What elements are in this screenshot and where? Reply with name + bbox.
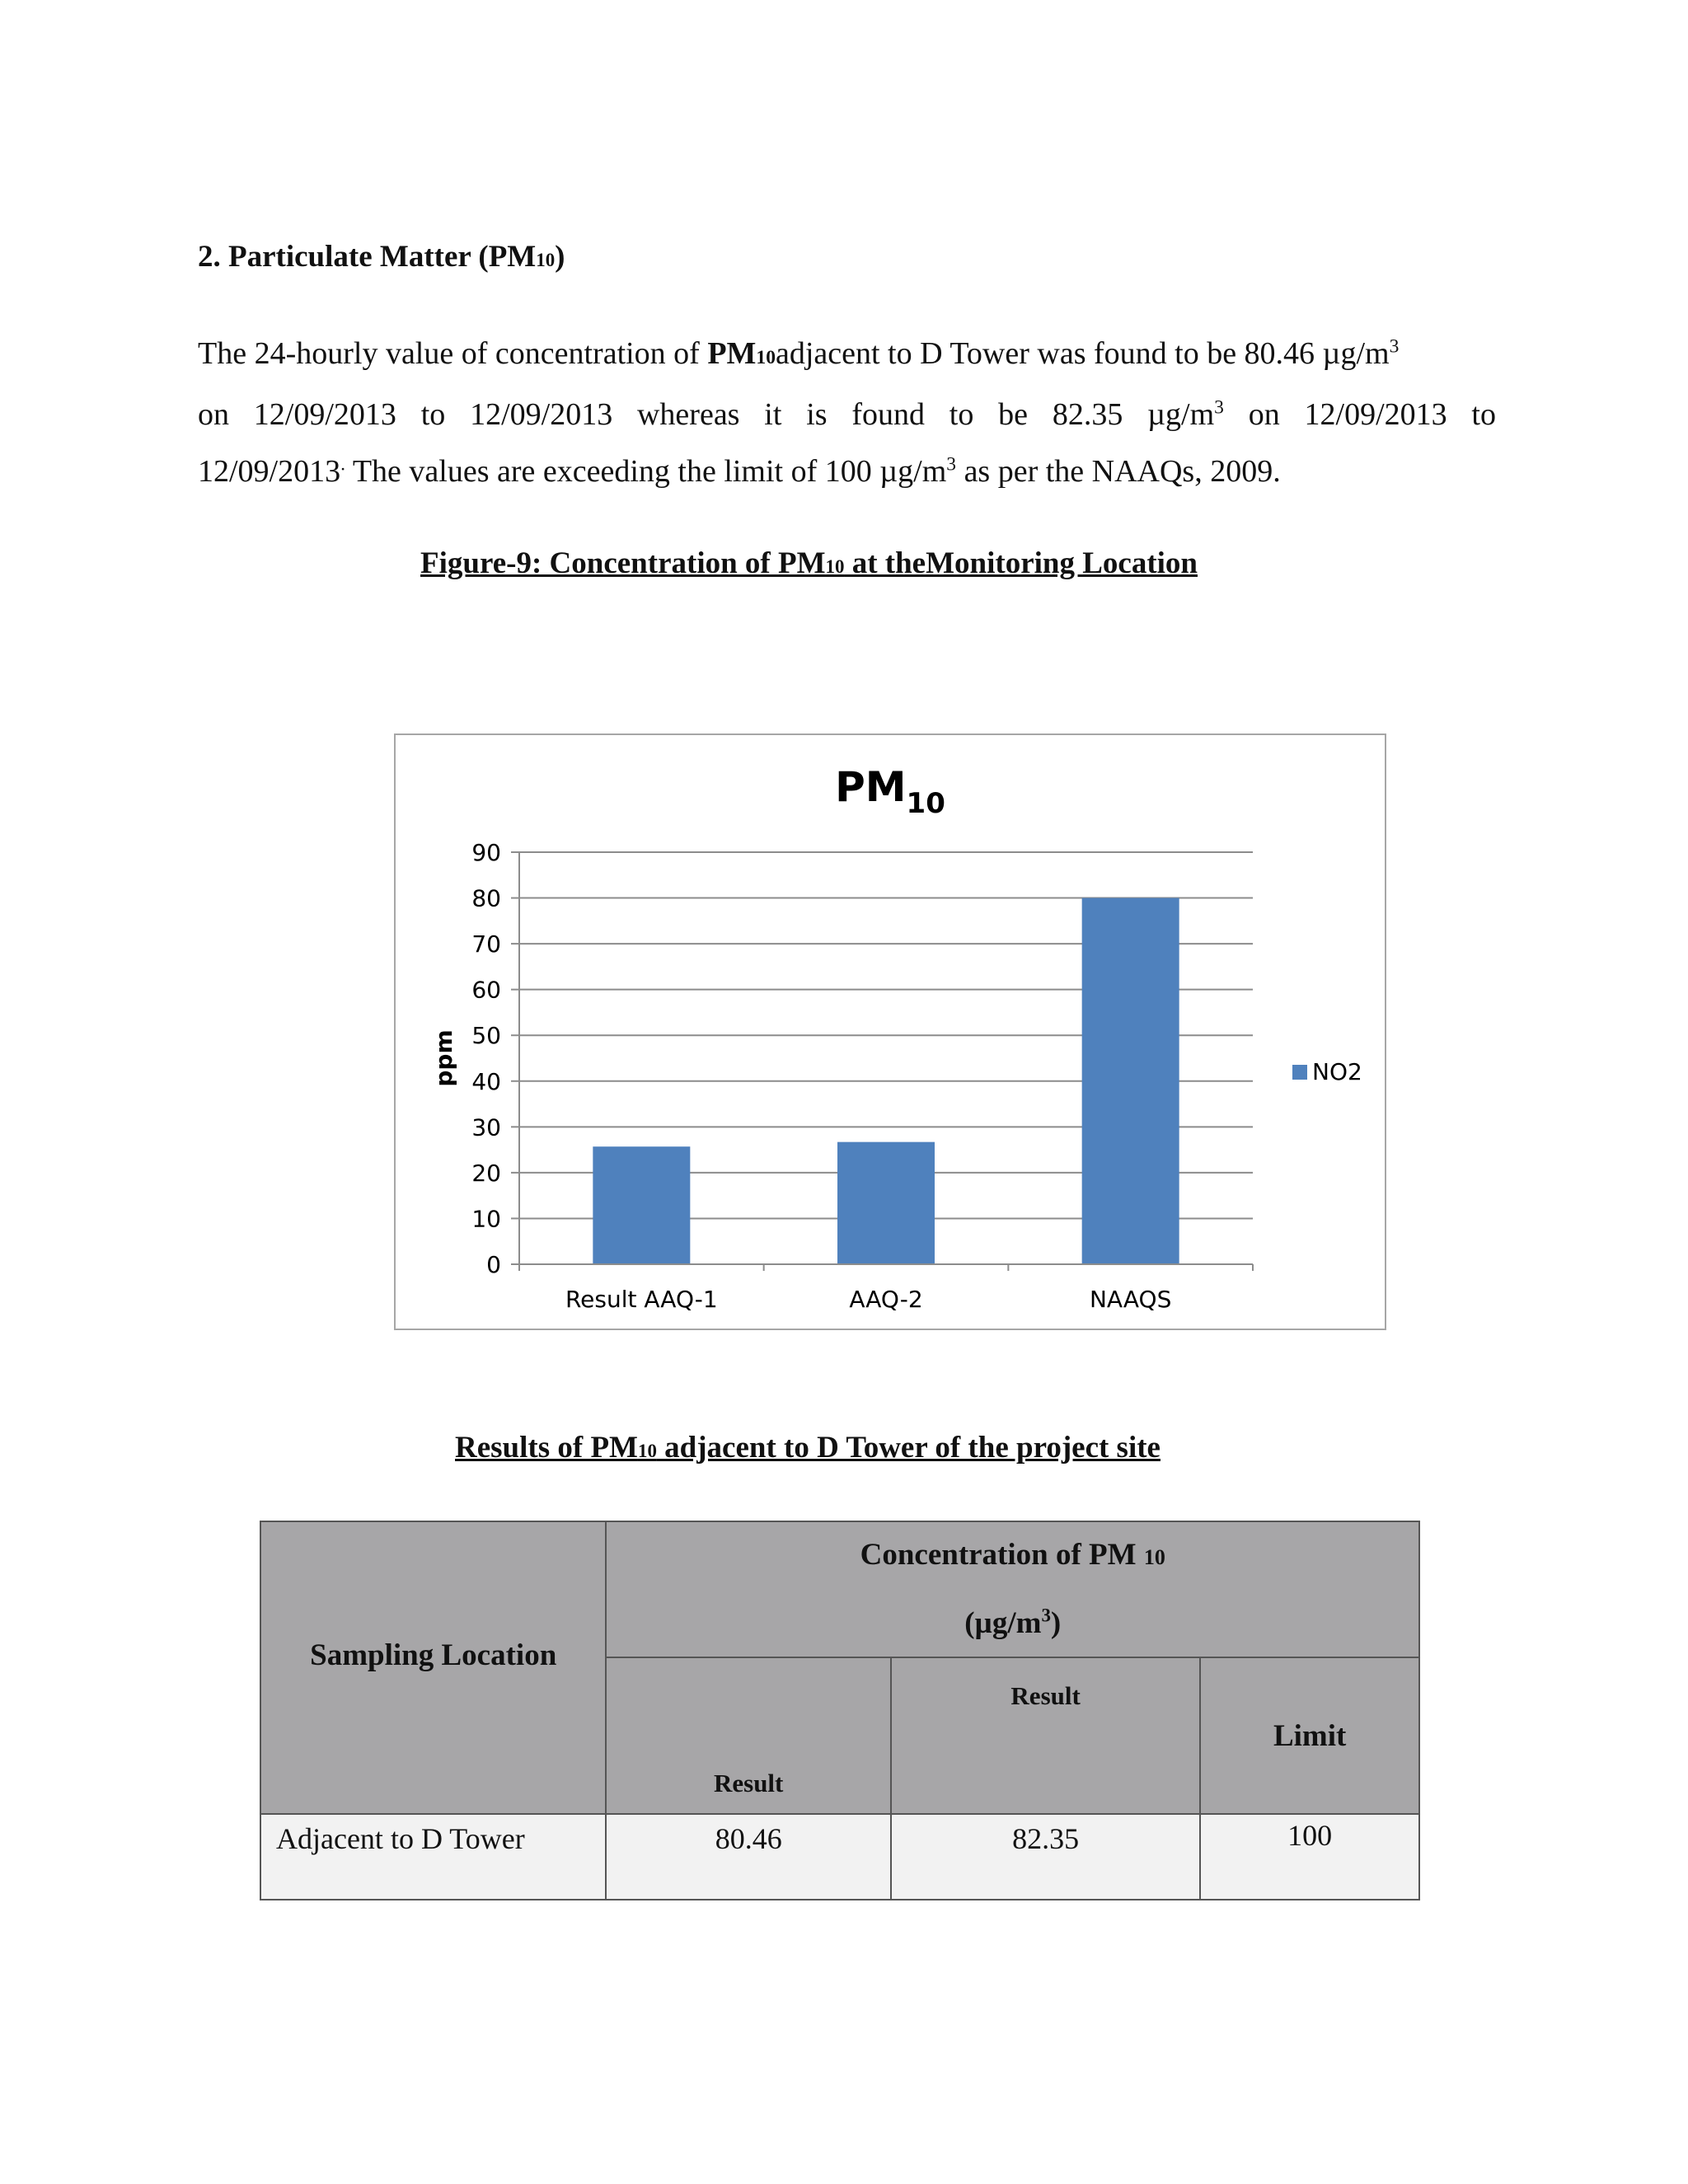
figure-caption-suffix: at theMonitoring Location — [844, 546, 1198, 580]
paragraph-line-1 — [198, 326, 1496, 387]
figure-caption-subscript: 10 — [825, 556, 845, 577]
table-caption — [455, 1430, 1160, 1465]
paragraph-text: as per the NAAQs, 2009. — [956, 454, 1281, 489]
table-caption-suffix: adjacent to D Tower of the project site — [656, 1431, 1160, 1465]
legend-swatch — [1292, 1065, 1307, 1080]
chart-container — [394, 733, 1386, 1330]
header-concentration-text: Concentration of PM — [860, 1538, 1144, 1572]
paragraph-pm: PM — [707, 336, 757, 371]
superscript: 3 — [1389, 335, 1400, 358]
y-tick-label: 10 — [471, 1205, 501, 1233]
cell-result-2: 82.35 — [891, 1814, 1200, 1900]
y-tick-label: 30 — [471, 1113, 501, 1141]
y-tick-label: 40 — [471, 1067, 501, 1095]
x-tick-label: AAQ-2 — [849, 1286, 923, 1313]
results-table — [260, 1521, 1420, 1900]
header-unit-superscript: 3 — [1041, 1605, 1051, 1626]
header-unit-text: (µg/m — [964, 1606, 1042, 1640]
paragraph-text: The 24-hourly value of concentration of — [198, 336, 708, 371]
superscript: 3 — [946, 453, 957, 476]
y-tick-label: 50 — [471, 1022, 501, 1050]
section-heading-subscript: 10 — [536, 250, 556, 270]
table-caption-subscript: 10 — [637, 1441, 657, 1461]
cell-result-1: 80.46 — [606, 1814, 890, 1900]
figure-caption-text: Figure-9: Concentration of PM — [420, 546, 826, 580]
paragraph-text: The values are exceeding the limit of 100 µg/m — [345, 454, 947, 489]
y-tick-label: 80 — [471, 884, 501, 912]
paragraph-line-2 — [198, 387, 1496, 443]
y-tick-label: 20 — [471, 1159, 501, 1187]
superscript: 3 — [1214, 396, 1224, 419]
legend-label: NO2 — [1312, 1058, 1362, 1085]
cell-limit: 100 — [1200, 1814, 1419, 1900]
y-tick-label: 60 — [471, 976, 501, 1004]
figure-caption — [420, 546, 1198, 581]
bar — [1082, 898, 1179, 1264]
header-limit: Limit — [1200, 1657, 1419, 1814]
bar — [837, 1142, 935, 1264]
paragraph-text: adjacent to D Tower was found to be 80.46 µg/m — [775, 336, 1390, 371]
section-heading-suffix: ) — [555, 240, 565, 274]
x-tick-label: NAAQS — [1089, 1286, 1172, 1313]
section-heading — [198, 239, 565, 274]
paragraph-pm-subscript: 10 — [756, 347, 776, 368]
y-axis-label: ppm — [430, 1029, 457, 1087]
paragraph-line-3 — [198, 443, 1496, 500]
legend — [1292, 1058, 1362, 1085]
bar — [593, 1146, 690, 1264]
table-row — [260, 1814, 1419, 1900]
y-tick-label: 70 — [471, 930, 501, 958]
body-paragraph — [198, 326, 1496, 500]
header-unit-suffix: ) — [1050, 1606, 1062, 1640]
y-tick-label: 0 — [486, 1251, 501, 1278]
x-tick-label: Result AAQ-1 — [565, 1286, 718, 1313]
header-result-2: Result — [891, 1657, 1200, 1814]
header-concentration-subscript: 10 — [1143, 1545, 1165, 1569]
paragraph-text: on 12/09/2013 to 12/09/2013 whereas it is found to be 82.35 µg/m — [198, 397, 1215, 432]
cell-location: Adjacent to D Tower — [260, 1814, 606, 1900]
paragraph-text: 12/09/2013 — [198, 454, 341, 489]
header-result-1: Result — [606, 1657, 890, 1814]
y-tick-label: 90 — [471, 839, 501, 866]
chart-title: $PM_{10}$ — [835, 763, 945, 820]
header-sampling-location: Sampling Location — [260, 1521, 606, 1814]
section-heading-text: 2. Particulate Matter (PM — [198, 240, 537, 274]
superscript: . — [340, 453, 346, 476]
table-caption-text: Results of PM — [455, 1431, 638, 1465]
header-concentration — [606, 1521, 1419, 1657]
paragraph-text: on 12/09/2013 to — [1223, 397, 1496, 432]
bar-chart — [396, 735, 1385, 1329]
